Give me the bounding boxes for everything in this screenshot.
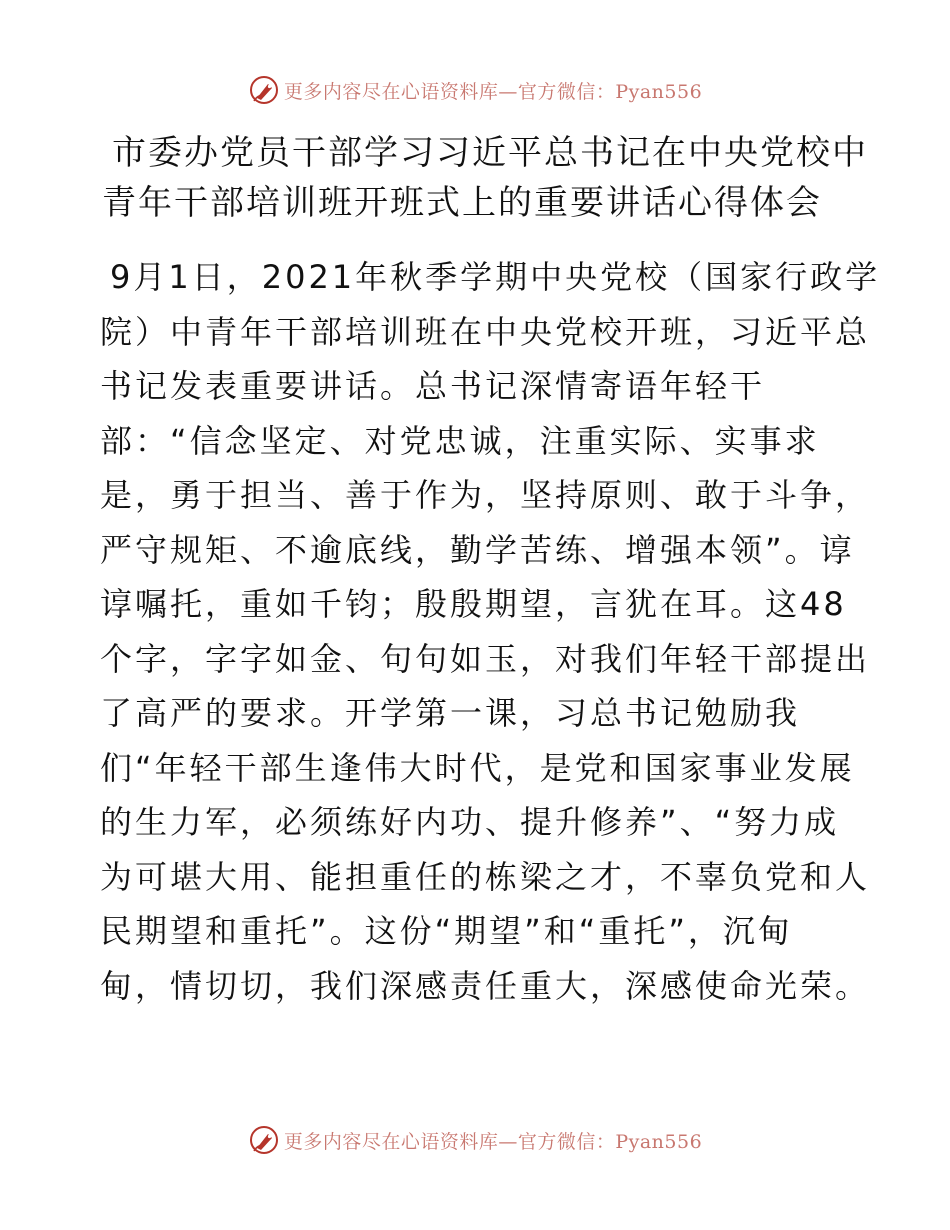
body-line: 了高严的要求。开学第一课，习总书记勉励我 [100,694,801,732]
pen-nib-icon [248,1124,280,1156]
body-line: 的生力军，必须练好内功、提升修养”、“努力成 [100,803,840,841]
watermark-text: 更多内容尽在心语资料库—官方微信：Pyan556 [283,1130,703,1153]
body-line: 部：“信念坚定、对党忠诚，注重实际、实事求 [100,421,820,460]
body-line: 们“年轻干部生逢伟大时代，是党和国家事业发展 [100,748,855,787]
body-line: 9月1日，2021年秋季学期中央党校（国家行政学 [110,258,881,296]
watermark-footer [0,1120,950,1160]
pen-nib-icon [248,74,280,106]
body-line: 书记发表重要讲话。总书记深情寄语年轻干 [100,367,766,405]
body-line: 甸，情切切，我们深感责任重大，深感使命光荣。 [100,966,871,1005]
body-line: 是，勇于担当、善于作为，坚持原则、敢于斗争， [100,476,871,514]
document-title [102,128,868,228]
body-line: 严守规矩、不逾底线，勤学苦练、增强本领”。谆 [100,530,855,569]
body-line: 个字，字字如金、句句如玉，对我们年轻干部提出 [100,639,871,678]
title-line: 青年干部培训班开班式上的重要讲话心得体会 [102,183,822,223]
title-line: 市委办党员干部学习习近平总书记在中央党校中 [112,133,868,173]
watermark-text: 更多内容尽在心语资料库—官方微信：Pyan556 [283,80,703,103]
body-line: 为可堪大用、能担重任的栋梁之才，不辜负党和人 [100,857,871,896]
watermark-header [0,70,950,110]
body-line: 院）中青年干部培训班在中央党校开班，习近平总 [100,312,871,351]
document-body [100,250,881,1013]
body-line: 谆嘱托，重如千钧；殷殷期望，言犹在耳。这48 [100,585,847,623]
body-line: 民期望和重托”。这份“期望”和“重托”，沉甸 [100,912,793,950]
